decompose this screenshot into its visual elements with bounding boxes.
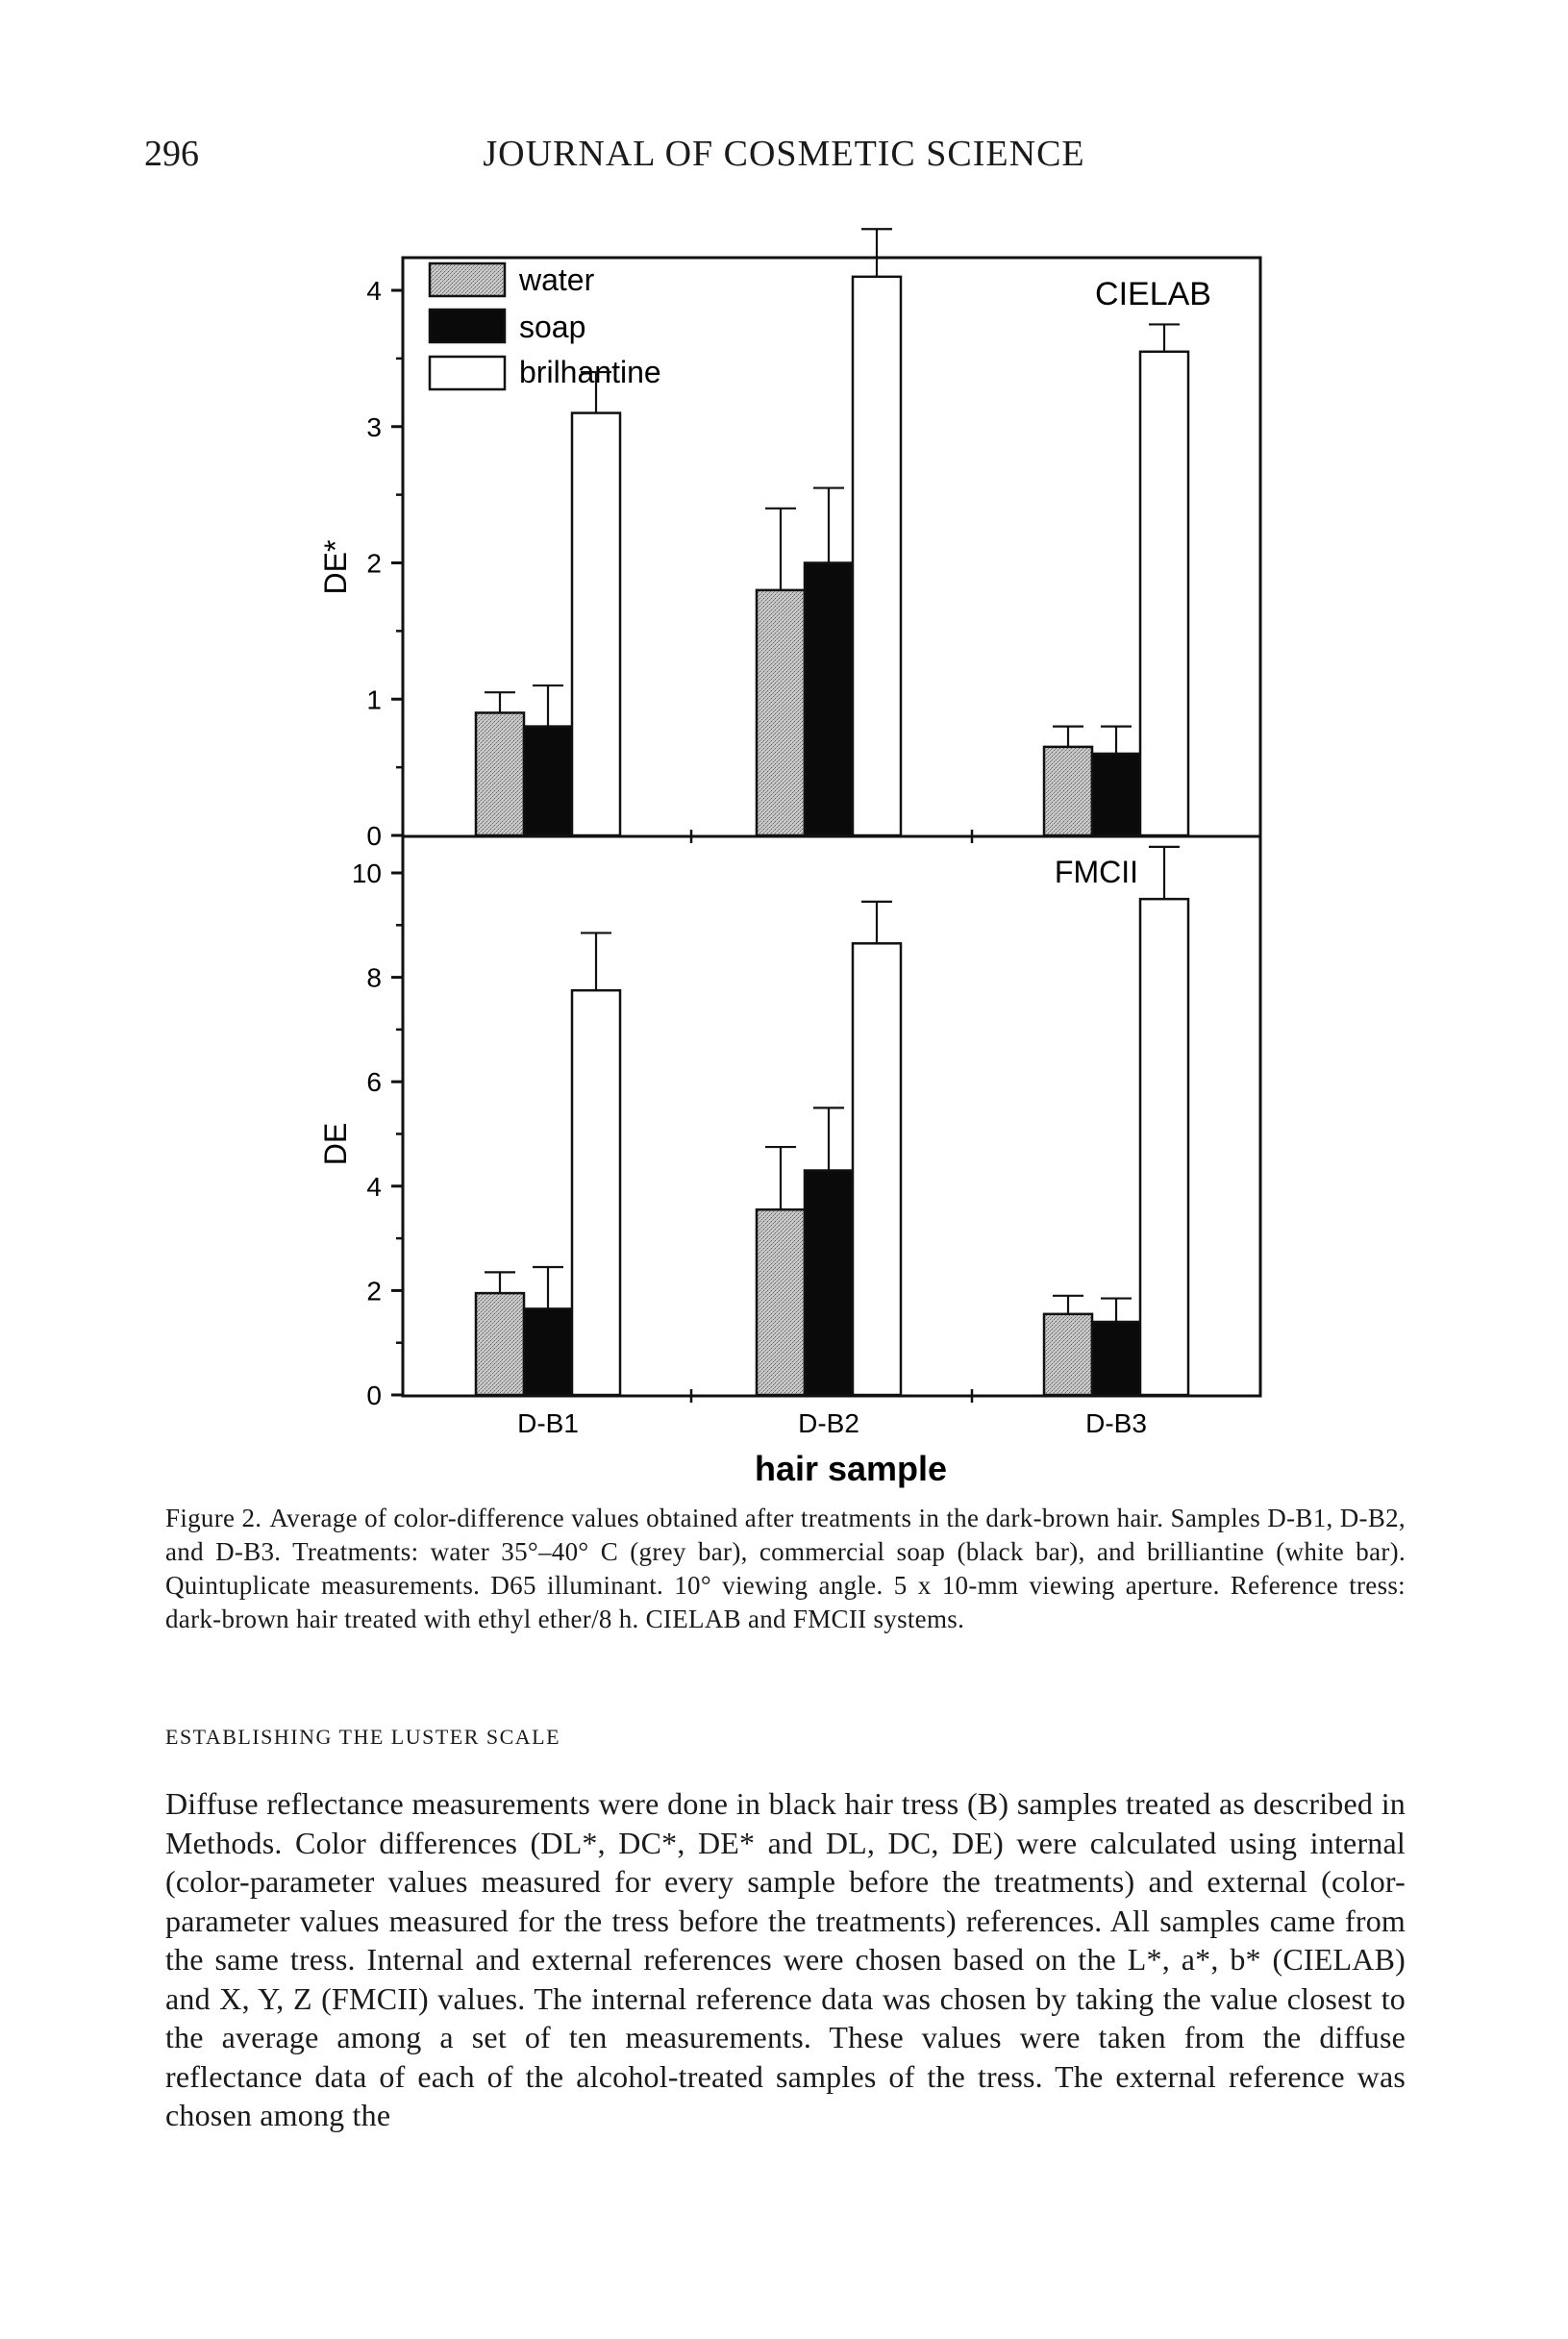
caption-label: Figure 2. [165,1504,262,1532]
y-axis-title-de-star: DE* [318,539,353,595]
bar-brilhantine-d-b1 [572,990,620,1395]
bar-water-d-b3 [1044,1314,1092,1395]
body-paragraph: Diffuse reflectance measurements were done in black hair tress (B) samples treated as described in Methods. Color differences (DL*, DC*, DE* and DL, DC, DE) were calculated using internal (color-parameter values measured for every sample before the treatments) and external (color-parameter values measured for the tress before the treatments) references. All samples came from the same tress. Internal and external references were chosen based on the L*, a*, b* (CIELAB) and X, Y, Z (FMCII) values. The internal reference data was chosen by taking the value closest to the average among a set of ten measurements. These values were taken from the diffuse reflectance data of each of the alcohol-treated samples of the tress. The external reference was chosen among the [165,1786,1406,2132]
y-tick-label: 2 [366,548,382,579]
bar-brilhantine-d-b2 [853,277,901,835]
y-tick-label: 6 [366,1067,382,1098]
y-tick-label: 10 [351,858,382,888]
error-bar-water-d-b3 [1053,727,1083,747]
y-tick-label: 0 [366,821,382,851]
legend-swatch-water [430,263,505,296]
bar-brilhantine-d-b3 [1140,352,1188,835]
page-number: 296 [144,134,199,174]
y-tick-label: 1 [366,684,382,715]
error-bar-soap-d-b3 [1101,727,1132,754]
bar-brilhantine-d-b2 [853,943,901,1395]
bar-brilhantine-d-b1 [572,413,620,835]
bar-soap-d-b3 [1092,1322,1140,1395]
legend-label-soap: soap [519,310,586,344]
legend-label-brilhantine: brilhantine [519,355,661,389]
y-tick-label: 8 [366,962,382,993]
error-bar-brilhantine-d-b3 [1149,847,1180,899]
y-tick-label: 4 [366,1171,382,1202]
bar-water-d-b2 [757,590,805,835]
error-bar-soap-d-b1 [533,1267,563,1308]
error-bar-soap-d-b2 [813,488,844,563]
y-tick-label: 2 [366,1276,382,1306]
error-bar-soap-d-b3 [1101,1299,1132,1322]
error-bar-brilhantine-d-b2 [861,902,892,943]
error-bar-soap-d-b2 [813,1107,844,1170]
running-head: JOURNAL OF COSMETIC SCIENCE [483,134,1085,174]
bar-water-d-b1 [476,712,524,835]
caption-text: Average of color-difference values obtained after treatments in the dark-brown hair. Samples D-B1, D-B2, and D-B3. Treatments: water 35°–40° C (grey bar), commercial soap (black bar), and brilliantine (white bar). Quintuplicate measurements. D65 illuminant. 10° viewing angle. 5 x 10-mm viewing aperture. Reference tress: dark-brown hair treated with ethyl ether/8 h. CIELAB and FMCII systems. [165,1504,1406,1633]
section-heading: ESTABLISHING THE LUSTER SCALE [165,1725,561,1749]
bar-soap-d-b1 [524,727,572,835]
legend-label-water: water [519,262,595,297]
x-axis-ticks [517,1408,1147,1438]
x-category-label-d-b1: D-B1 [517,1408,579,1438]
x-category-label-d-b2: D-B2 [798,1408,859,1438]
bar-water-d-b3 [1044,747,1092,835]
legend-swatch-brilhantine [430,357,505,389]
error-bar-water-d-b2 [765,1147,796,1209]
error-bar-brilhantine-d-b1 [581,933,611,990]
bar-water-d-b2 [757,1209,805,1395]
error-bar-soap-d-b1 [533,685,563,727]
error-bar-brilhantine-d-b3 [1149,324,1180,351]
legend [430,262,661,389]
error-bar-water-d-b2 [765,509,796,590]
panel-title-fmcii: FMCII [1054,855,1138,889]
x-axis-title: hair sample [754,1449,948,1488]
y-tick-label: 0 [366,1381,382,1410]
x-category-label-d-b3: D-B3 [1085,1408,1147,1438]
error-bar-water-d-b1 [485,1272,515,1293]
error-bar-brilhantine-d-b2 [861,229,892,277]
error-bar-water-d-b3 [1053,1296,1083,1314]
y-axis-title-de: DE [318,1122,353,1166]
y-tick-label: 4 [366,276,382,306]
panel-fmcii [352,847,1188,1410]
bar-soap-d-b3 [1092,754,1140,835]
error-bar-water-d-b1 [485,692,515,712]
bar-soap-d-b1 [524,1308,572,1395]
figure-caption [165,1502,1406,1636]
bar-soap-d-b2 [805,563,853,836]
legend-swatch-soap [430,310,505,342]
bar-water-d-b1 [476,1293,524,1395]
bar-brilhantine-d-b3 [1140,899,1188,1395]
panel-title-cielab: CIELAB [1095,276,1211,312]
y-tick-label: 3 [366,411,382,442]
bar-soap-d-b2 [805,1171,853,1395]
